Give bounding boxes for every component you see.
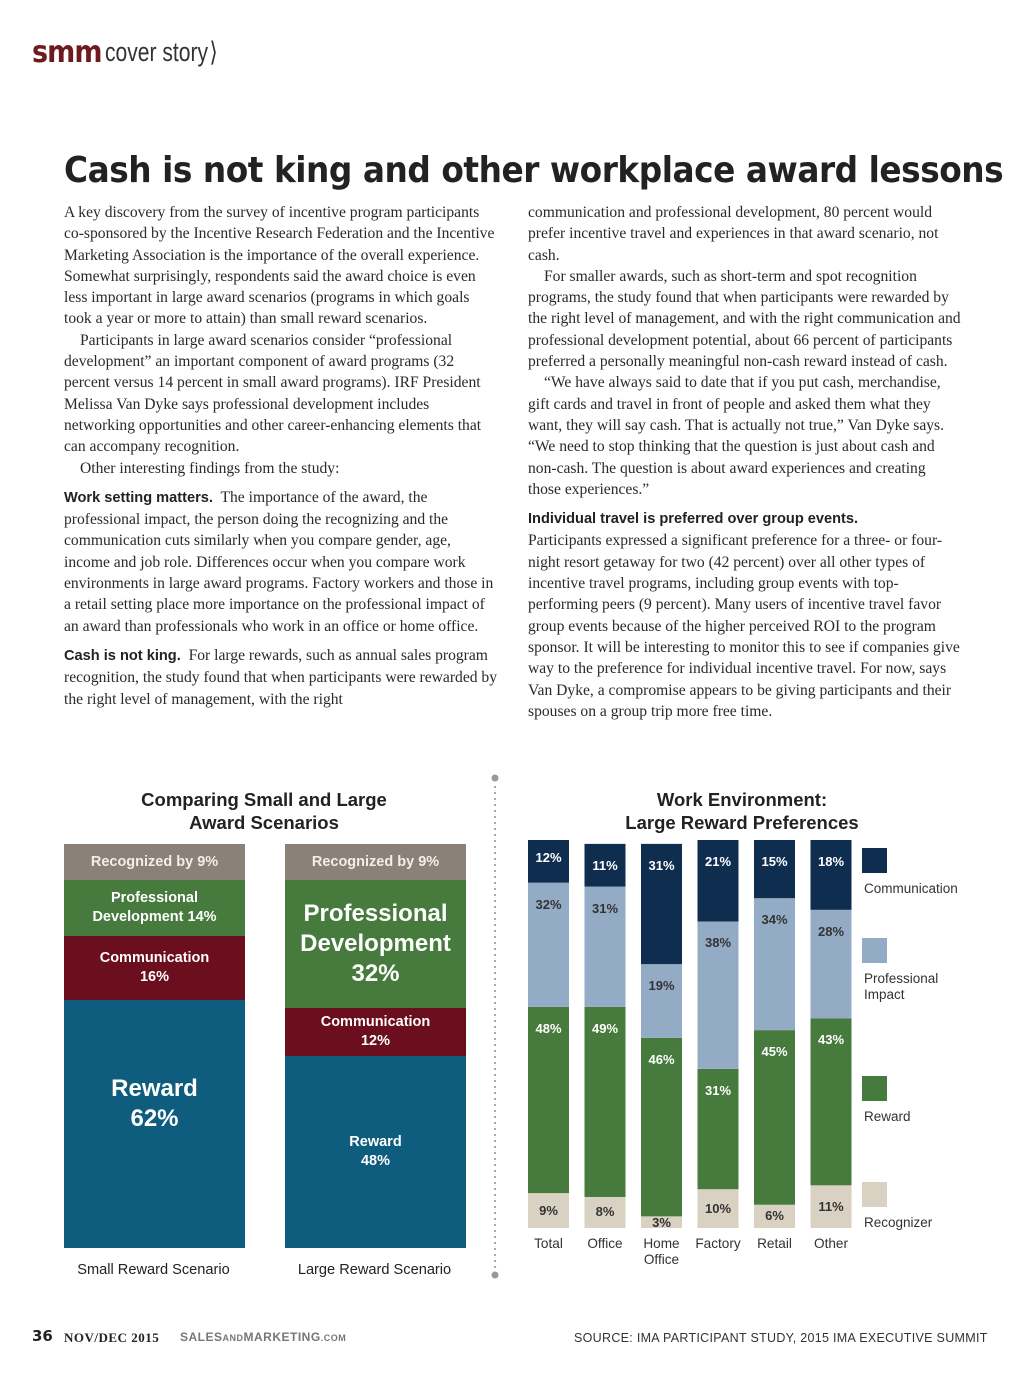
chart1-segment-label: Professional Development 32% bbox=[300, 900, 451, 987]
paragraph: communication and professional development, 80 percent would prefer incentive travel and experiences in that award scenario, not cash. bbox=[528, 204, 939, 264]
chart2-legend-label: Communication bbox=[864, 881, 958, 896]
chart1-bar-segment bbox=[64, 1000, 245, 1248]
subhead-travel bbox=[528, 508, 962, 530]
chart2-legend-swatch bbox=[862, 848, 887, 873]
chart1-plot bbox=[64, 844, 466, 1248]
paragraph: A key discovery from the survey of incentive program participants co-sponsored by the Incentive Research Federation and the Incentive Marketing Association is the importance of the overall experience. Somewhat surprisingly, respondents said the award choice is even less important in large award scenarios (programs in which goals took a year or more to attain) than small reward scenarios. bbox=[64, 204, 495, 328]
magazine-url bbox=[180, 1330, 346, 1344]
paragraph-text: The importance of the award, the professional impact, the person doing the recognizing and the communication cuts similarly when you compare gender, age, income and job role. Differences occur when you compare work environments in large award programs. Factory workers and those in a retail setting place more importance on the professional impact of an award than professionals who work in an office or home office. bbox=[64, 488, 494, 635]
chart2-value-label: 3% bbox=[652, 1215, 671, 1231]
subhead-work-setting: Work setting matters. bbox=[64, 489, 213, 506]
section-brand bbox=[32, 30, 250, 74]
chart2-legend-label: Reward bbox=[864, 1109, 911, 1124]
chart2-legend-swatch bbox=[862, 938, 887, 963]
chart1-segment-label: Reward 62% bbox=[111, 1075, 198, 1132]
paragraph: Participants in large award scenarios consider “professional development” an important component of award programs (32 percent versus 14 percent in small award programs). IRF President Melissa Van Dyke says professional development includes networking opportunities and other career-enhancing elements that can accompany recognition. bbox=[64, 331, 482, 456]
issue-date: NOV/DEC 2015 bbox=[64, 1330, 160, 1345]
article-title: Cash is not king and other workplace award lessons bbox=[64, 150, 1004, 191]
chart2-value-label: 21% bbox=[704, 854, 732, 869]
chart1-bar bbox=[285, 844, 466, 1248]
chart2-value-label: 31% bbox=[591, 900, 619, 916]
chart2-value-label: 31% bbox=[648, 857, 675, 873]
article-column-left bbox=[64, 202, 498, 710]
chart2-value-label: 28% bbox=[817, 923, 845, 939]
subhead-travel-text: Individual travel is preferred over group events. bbox=[528, 511, 859, 528]
chart1-bar-segment bbox=[64, 880, 245, 936]
chart1-bar-segment bbox=[285, 880, 466, 1008]
chart2-title-line: Work Environment: bbox=[656, 789, 828, 810]
subhead-cash: Cash is not king. bbox=[64, 647, 181, 664]
paragraph: Participants expressed a significant preference for a three- or four-night resort getaway for two (42 percent) over all other types of incentive travel programs, including group events with top-performing peers (9 percent). Many users of incentive travel favor group events because of the higher perceived ROI to the program sponsor. It will be interesting to monitor this to see if companies give way to the preference for individual incentive travel. For now, says Van Dyke, a compromise appears to be giving participants and their spouses on a group trip more free time. bbox=[528, 532, 960, 720]
chart2-x-tick: Home Office bbox=[643, 1236, 680, 1267]
chart2-value-label: 9% bbox=[539, 1202, 558, 1218]
chart2-value-label: 45% bbox=[761, 1044, 788, 1060]
source-note: SOURCE: IMA PARTICIPANT STUDY, 2015 IMA EXECUTIVE SUMMIT bbox=[574, 1331, 988, 1345]
chart2-bar-segment bbox=[811, 840, 852, 910]
chart2-value-label: 38% bbox=[704, 935, 732, 951]
chart1-title-line: Comparing Small and Large bbox=[141, 789, 387, 810]
chart2-value-label: 43% bbox=[817, 1032, 845, 1048]
chart1-x-label: Small Reward Scenario bbox=[77, 1262, 230, 1278]
chart2-value-label: 8% bbox=[595, 1204, 615, 1220]
chevron-right-icon: ⟩ bbox=[209, 36, 219, 67]
chart2-value-label: 31% bbox=[704, 1082, 732, 1098]
chart2-legend-label: Recognizer bbox=[864, 1215, 933, 1230]
chart1-x-label: Large Reward Scenario bbox=[297, 1262, 452, 1278]
mag-and: AND bbox=[222, 1333, 244, 1343]
chart1-segment-label: Recognized by 9% bbox=[90, 853, 219, 870]
paragraph-text: For large rewards, such as annual sales program recognition, the study found that when participants were rewarded by the right level of management, with the right bbox=[64, 646, 498, 708]
brand-section bbox=[105, 37, 218, 68]
paragraph-cash bbox=[64, 645, 498, 710]
chart-divider bbox=[488, 772, 502, 1282]
chart2-value-label: 11% bbox=[818, 1198, 844, 1214]
brand-section-label: cover story bbox=[105, 36, 209, 67]
chart2-title bbox=[560, 788, 924, 834]
chart2-legend-swatch bbox=[862, 1182, 887, 1207]
brand-smm: smm bbox=[32, 34, 102, 70]
chart2-value-label: 46% bbox=[648, 1051, 675, 1067]
chart1-bar-segment bbox=[285, 1056, 466, 1248]
chart2-legend-label: Professional Impact bbox=[864, 971, 939, 1002]
chart2-bar-segment bbox=[698, 840, 739, 921]
chart1-segment-label: Communication 16% bbox=[99, 950, 210, 985]
chart2-value-label: 19% bbox=[648, 978, 675, 994]
chart2-title-line: Large Reward Preferences bbox=[625, 812, 859, 833]
chart1-bar-segment bbox=[285, 844, 466, 880]
chart1-title bbox=[64, 788, 464, 834]
chart2-plot bbox=[520, 840, 860, 1280]
paragraph: For smaller awards, such as short-term and spot recognition programs, the study found that when participants were rewarded by the right level of management, and with the right communication and professional development potential, about 66 percent of participants preferred a personally meaningful non-cash reward instead of cash. bbox=[528, 267, 961, 371]
chart2-bar-segment bbox=[641, 964, 682, 1038]
chart2-x-tick: Total bbox=[534, 1236, 563, 1251]
paragraph-work-setting bbox=[64, 487, 498, 637]
chart1-title-line: Award Scenarios bbox=[189, 812, 339, 833]
chart2-value-label: 49% bbox=[591, 1020, 619, 1036]
chart2-x-tick: Office bbox=[587, 1236, 623, 1251]
chart2-value-label: 48% bbox=[535, 1020, 562, 1036]
mag-sales: SALES bbox=[180, 1330, 223, 1344]
chart2-x-tick: Retail bbox=[757, 1236, 792, 1251]
chart1-segment-label: Recognized by 9% bbox=[311, 853, 440, 870]
paragraph: “We have always said to date that if you put cash, merchandise, gift cards and travel in front of people and asked them what they want, they will say cash. That is actually not true,” Van Dyke says. “We need to stop thinking that the question is just about cash and non-cash. The question is about award experiences and creating those experiences.” bbox=[528, 374, 945, 498]
chart1-bar bbox=[64, 844, 245, 1248]
paragraph: Other interesting findings from the study: bbox=[80, 459, 340, 477]
chart1-bar-segment bbox=[64, 936, 245, 1000]
mag-marketing: MARKETING bbox=[243, 1330, 321, 1344]
chart1-bar-segment bbox=[64, 844, 245, 880]
chart2-value-label: 34% bbox=[761, 912, 788, 928]
chart2-value-label: 15% bbox=[761, 854, 788, 869]
chart2-legend bbox=[860, 840, 1010, 1240]
chart2-value-label: 10% bbox=[704, 1200, 732, 1216]
chart1-segment-label: Professional Development 14% bbox=[92, 890, 217, 925]
chart2-value-label: 11% bbox=[592, 857, 618, 873]
chart2-value-label: 18% bbox=[817, 854, 845, 869]
chart2-value-label: 32% bbox=[535, 896, 562, 912]
article-column-right bbox=[528, 202, 962, 722]
chart2-x-tick: Other bbox=[814, 1236, 848, 1251]
chart1-bar-segment bbox=[285, 1008, 466, 1056]
mag-com: .COM bbox=[320, 1333, 347, 1343]
chart2-legend-swatch bbox=[862, 1076, 887, 1101]
chart2-x-tick: Factory bbox=[695, 1236, 741, 1251]
chart2-value-label: 6% bbox=[765, 1208, 784, 1224]
chart1-segment-label: Reward 48% bbox=[349, 1134, 402, 1169]
chart2-bar-segment bbox=[754, 840, 795, 898]
page-number: 36 bbox=[32, 1327, 53, 1345]
chart1-segment-label: Communication 12% bbox=[320, 1014, 431, 1049]
chart2-value-label: 12% bbox=[535, 850, 562, 866]
